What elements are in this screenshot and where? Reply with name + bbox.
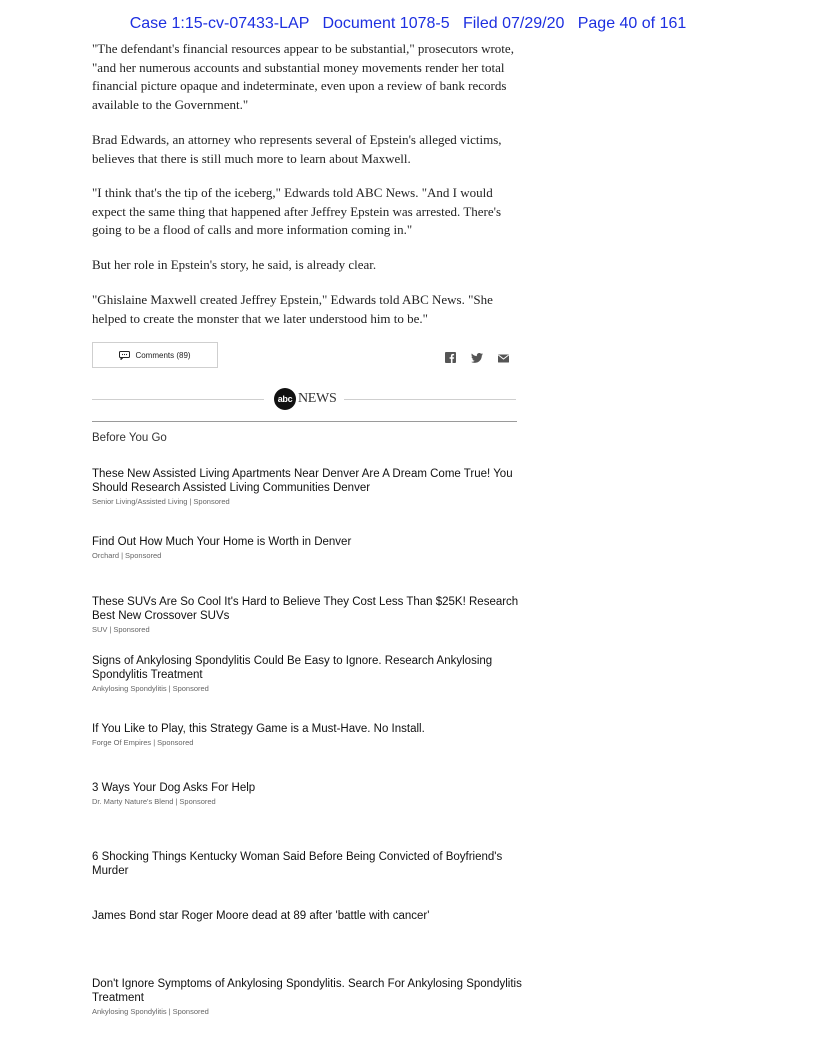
item-title[interactable]: Signs of Ankylosing Spondylitis Could Be Easy to Ignore. Research Ankylosing Spondylitis Treatment <box>92 655 493 681</box>
item-source: SUV <box>92 625 108 634</box>
item-source: Orchard <box>92 551 120 560</box>
sponsored-label: Sponsored <box>157 738 194 747</box>
recommended-item[interactable] <box>92 535 522 560</box>
article-paragraph: "Ghislaine Maxwell created Jeffrey Epstein," Edwards told ABC News. "She helped to create the monster that we later understood him to be." <box>92 292 493 326</box>
section-title: Before You Go <box>92 432 167 444</box>
logo-rule-right <box>344 399 516 400</box>
abc-logo-wordmark: NEWS <box>298 391 337 406</box>
item-source: Ankylosing Spondylitis <box>92 1007 167 1016</box>
recommended-item[interactable] <box>92 850 522 878</box>
recommended-item[interactable] <box>92 977 522 1016</box>
item-source: Forge Of Empires <box>92 738 152 747</box>
comments-label: Comments (89) <box>135 350 191 360</box>
item-meta: Ankylosing Spondylitis | Sponsored <box>92 684 209 693</box>
recommended-item[interactable] <box>92 654 522 693</box>
recommended-item[interactable] <box>92 781 522 806</box>
item-title[interactable]: These New Assisted Living Apartments Near Denver Are A Dream Come True! You Should Research Assisted Living Communities Denver <box>92 468 513 494</box>
sponsored-label: Sponsored <box>113 625 150 634</box>
item-title[interactable]: If You Like to Play, this Strategy Game is a Must-Have. No Install. <box>92 723 425 735</box>
item-meta: Forge Of Empires | Sponsored <box>92 738 194 747</box>
recommended-item[interactable] <box>92 722 522 747</box>
item-title[interactable]: Don't Ignore Symptoms of Ankylosing Spondylitis. Search For Ankylosing Spondylitis Treatment <box>92 978 522 1004</box>
item-title[interactable]: 3 Ways Your Dog Asks For Help <box>92 782 256 794</box>
sponsored-label: Sponsored <box>172 684 209 693</box>
recommended-item[interactable] <box>92 595 522 634</box>
sponsored-label: Sponsored <box>172 1007 209 1016</box>
recommended-item[interactable] <box>92 909 522 923</box>
article-paragraph: Brad Edwards, an attorney who represents several of Epstein's alleged victims, believes that there is still much more to learn about Maxwell. <box>92 132 502 166</box>
email-icon[interactable] <box>498 350 510 361</box>
sponsored-label: Sponsored <box>179 797 216 806</box>
recommended-item[interactable] <box>92 467 522 506</box>
item-title[interactable]: 6 Shocking Things Kentucky Woman Said Before Being Convicted of Boyfriend's Murder <box>92 851 503 877</box>
item-meta: Dr. Marty Nature's Blend | Sponsored <box>92 797 216 806</box>
comment-icon <box>119 351 130 360</box>
item-meta: Ankylosing Spondylitis | Sponsored <box>92 1007 209 1016</box>
item-title[interactable]: These SUVs Are So Cool It's Hard to Believe They Cost Less Than $25K! Research Best New Crossover SUVs <box>92 596 519 622</box>
case-header <box>0 15 816 33</box>
document-number: Document 1078-5 <box>322 15 450 32</box>
twitter-icon[interactable] <box>471 350 483 361</box>
item-source: Ankylosing Spondylitis <box>92 684 167 693</box>
item-meta: Orchard | Sponsored <box>92 551 162 560</box>
item-title[interactable]: Find Out How Much Your Home is Worth in Denver <box>92 536 352 548</box>
article-paragraph: "The defendant's financial resources appear to be substantial," prosecutors wrote, "and her numerous accounts and substantial money movements render her total financial picture opaque and indeterminate, even upon a review of bank records available to the Government." <box>92 41 514 112</box>
abc-news-logo[interactable] <box>274 388 336 410</box>
item-title[interactable]: James Bond star Roger Moore dead at 89 after 'battle with cancer' <box>92 910 430 922</box>
item-meta: SUV | Sponsored <box>92 625 150 634</box>
sponsored-label: Sponsored <box>193 497 230 506</box>
item-source: Dr. Marty Nature's Blend <box>92 797 174 806</box>
comments-button[interactable] <box>92 342 218 368</box>
article-paragraph: But her role in Epstein's story, he said, is already clear. <box>92 257 377 272</box>
abc-logo-mark: abc <box>274 388 296 410</box>
item-meta: Senior Living/Assisted Living | Sponsored <box>92 497 230 506</box>
section-divider <box>92 421 517 422</box>
facebook-icon[interactable] <box>445 350 457 361</box>
item-source: Senior Living/Assisted Living <box>92 497 188 506</box>
logo-rule-left <box>92 399 264 400</box>
article-paragraph: "I think that's the tip of the iceberg," Edwards told ABC News. "And I would expect the same thing that happened after Jeffrey Epstein was arrested. There's going to be a flood of calls and more information coming in." <box>92 185 502 237</box>
filed-date: Filed 07/29/20 <box>462 15 565 32</box>
case-number: Case 1:15-cv-07433-LAP <box>129 15 310 32</box>
sponsored-label: Sponsored <box>125 551 162 560</box>
page-number: Page 40 of 161 <box>577 15 687 32</box>
